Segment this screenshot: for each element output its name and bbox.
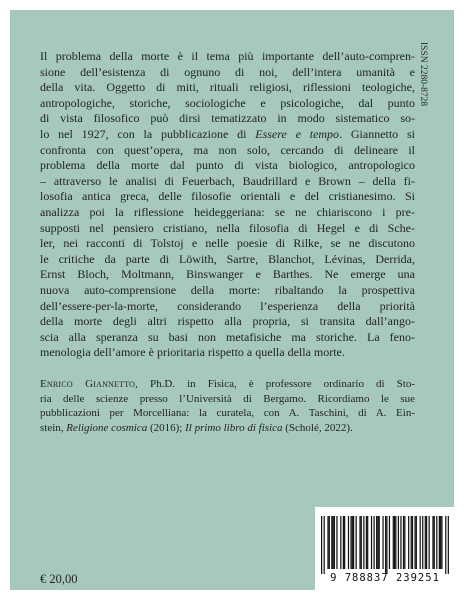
barcode-bar xyxy=(440,516,441,569)
barcode-bar xyxy=(373,516,374,569)
barcode-bar xyxy=(420,516,421,569)
barcode-bar xyxy=(393,516,394,569)
blurb-line: losofia antica greca, delle filosofie orientali e del cristianesimo. Si xyxy=(40,189,415,204)
blurb-line: supposti nel pensiero cristiano, nella filosofia di Hegel e di Sche- xyxy=(40,220,415,235)
blurb-line: della vita. Oggetto di miti, rituali religiosi, riflessioni teologiche, xyxy=(40,80,415,95)
barcode-bar xyxy=(395,516,396,569)
barcode-bar xyxy=(363,516,364,569)
barcode-bar xyxy=(408,516,409,569)
bio-text: (2016); xyxy=(147,421,186,434)
blurb-line: Il problema della morte è il tema più importante dell’auto-compren- xyxy=(40,49,415,63)
barcode-bar xyxy=(432,516,433,569)
blurb-line: della morte degli altri rispetto alla propria, si transita dall’ango- xyxy=(40,314,415,329)
barcode-bar xyxy=(376,516,377,569)
bio-line xyxy=(40,421,415,436)
book-title-essere-e-tempo: Essere e tempo xyxy=(255,126,340,141)
book-title-primo-libro-di-fisica: Il primo libro di fisica xyxy=(185,421,283,434)
bio-line: ria delle scienze presso l’Università di Bergamo. Ricordiamo le sue xyxy=(40,392,415,405)
barcode-bar xyxy=(422,516,423,569)
barcode-bar xyxy=(350,516,351,569)
author-bio xyxy=(40,377,415,435)
barcode-number: 9 788837 239251 xyxy=(330,572,440,584)
barcode-bar xyxy=(416,516,417,569)
bio-text: stein, xyxy=(40,421,67,434)
barcode-bar xyxy=(321,516,322,574)
barcode-bar xyxy=(377,516,378,569)
barcode-bar xyxy=(367,516,368,569)
bio-line xyxy=(40,377,415,392)
barcode-bar xyxy=(340,516,341,569)
barcode-bar xyxy=(371,516,372,569)
issn-label: ISSN 2280-8728 xyxy=(418,42,428,107)
barcode-bar xyxy=(448,516,449,574)
barcode-bar xyxy=(412,516,413,569)
barcode-bar xyxy=(404,516,405,569)
barcode-bar xyxy=(398,516,399,569)
barcode-bar xyxy=(439,516,440,569)
blurb-text: lo nel 1927, con la pubblicazione di xyxy=(40,126,256,141)
blurb-line: menologia dell’amore è prioritaria rispetto a quella della morte. xyxy=(40,345,345,360)
barcode-bar xyxy=(434,516,435,569)
author-name: Enrico Giannetto xyxy=(40,378,136,390)
barcode-bar xyxy=(429,516,430,569)
blurb-line: sione dell’esistenza di ognuno di noi, dell’intera umanità e xyxy=(40,64,415,79)
blurb-text: . Giannetto si xyxy=(339,126,415,141)
barcode-bar xyxy=(394,516,395,569)
barcode-bar xyxy=(329,516,330,569)
barcode-bar xyxy=(403,516,404,569)
blurb-line: nuova auto-comprensione della morte: ribaltando la prospettiva xyxy=(40,282,415,297)
blurb-line: problema della morte dal punto di vista biologico, antropologico xyxy=(40,158,415,173)
barcode-bar xyxy=(359,516,360,569)
barcode-bar xyxy=(445,516,446,574)
barcode-bar xyxy=(352,516,353,569)
barcode-bars xyxy=(321,516,449,574)
barcode-bar xyxy=(379,516,380,569)
barcode-bar xyxy=(331,516,332,569)
barcode-bar xyxy=(361,516,362,569)
bio-text: , Ph.D. in Fisica, è professore ordinario di Sto- xyxy=(135,378,415,390)
blurb-line: analizza poi la riflessione heideggeriana: se ne chiariscono i pre- xyxy=(40,204,415,219)
barcode-bar xyxy=(333,516,334,569)
barcode-bar xyxy=(400,516,401,569)
bio-text: (Scholé, 2022). xyxy=(282,421,353,434)
blurb-line: dell’essere-per-la-morte, considerando l’esperienza della priorità xyxy=(40,298,415,313)
blurb-line: antropologiche, storiche, sociologiche e psicologiche, dal punto xyxy=(40,95,415,110)
blurb-line: di vista filosofico può dirsi tematizzato in modo sistematico so- xyxy=(40,111,415,126)
barcode-bar xyxy=(324,516,325,574)
barcode-bar xyxy=(348,516,349,569)
blurb-line: confronta con quest’opera, ma non solo, cercando di delineare il xyxy=(40,142,415,157)
barcode-bar xyxy=(327,516,328,569)
barcode-bar xyxy=(385,516,386,574)
barcode-bar xyxy=(382,516,383,569)
isbn-barcode xyxy=(315,507,454,590)
barcode-bar xyxy=(389,516,390,569)
barcode-bar xyxy=(425,516,426,569)
blurb-line: – attraverso le analisi di Feuerbach, Baudrillard e Brown – della fi- xyxy=(40,173,415,188)
barcode-bar xyxy=(336,516,337,569)
barcode-bar xyxy=(414,516,415,569)
blurb-line: ler, nei racconti di Tolstoj e nelle poesie di Rilke, se ne discutono xyxy=(40,236,415,251)
book-blurb xyxy=(40,49,415,361)
back-cover xyxy=(10,10,454,590)
price-label: € 20,00 xyxy=(40,572,78,586)
bio-line: pubblicazioni per Morcelliana: la curatela, con A. Taschini, di A. Ein- xyxy=(40,407,415,420)
barcode-bar xyxy=(436,516,437,569)
barcode-bar xyxy=(411,516,412,569)
book-title-religione-cosmica: Religione cosmica xyxy=(66,421,148,434)
barcode-bar xyxy=(366,516,367,569)
barcode-bar xyxy=(343,516,344,569)
blurb-line: Ernst Bloch, Moltmann, Binswanger e Barthes. Ne emerge una xyxy=(40,267,415,282)
barcode-bar xyxy=(426,516,427,569)
barcode-bar xyxy=(344,516,345,569)
barcode-bar xyxy=(386,516,387,574)
barcode-bar xyxy=(441,516,442,569)
blurb-line xyxy=(40,127,415,143)
barcode-bar xyxy=(356,516,357,569)
barcode-bar xyxy=(334,516,335,569)
barcode-bar xyxy=(353,516,354,569)
blurb-line: scia alla speranza su basi non metafisiche ma storiche. La feno- xyxy=(40,329,415,344)
blurb-line: le critiche da parte di Löwith, Sartre, Blanchot, Lévinas, Derrida, xyxy=(40,251,415,266)
